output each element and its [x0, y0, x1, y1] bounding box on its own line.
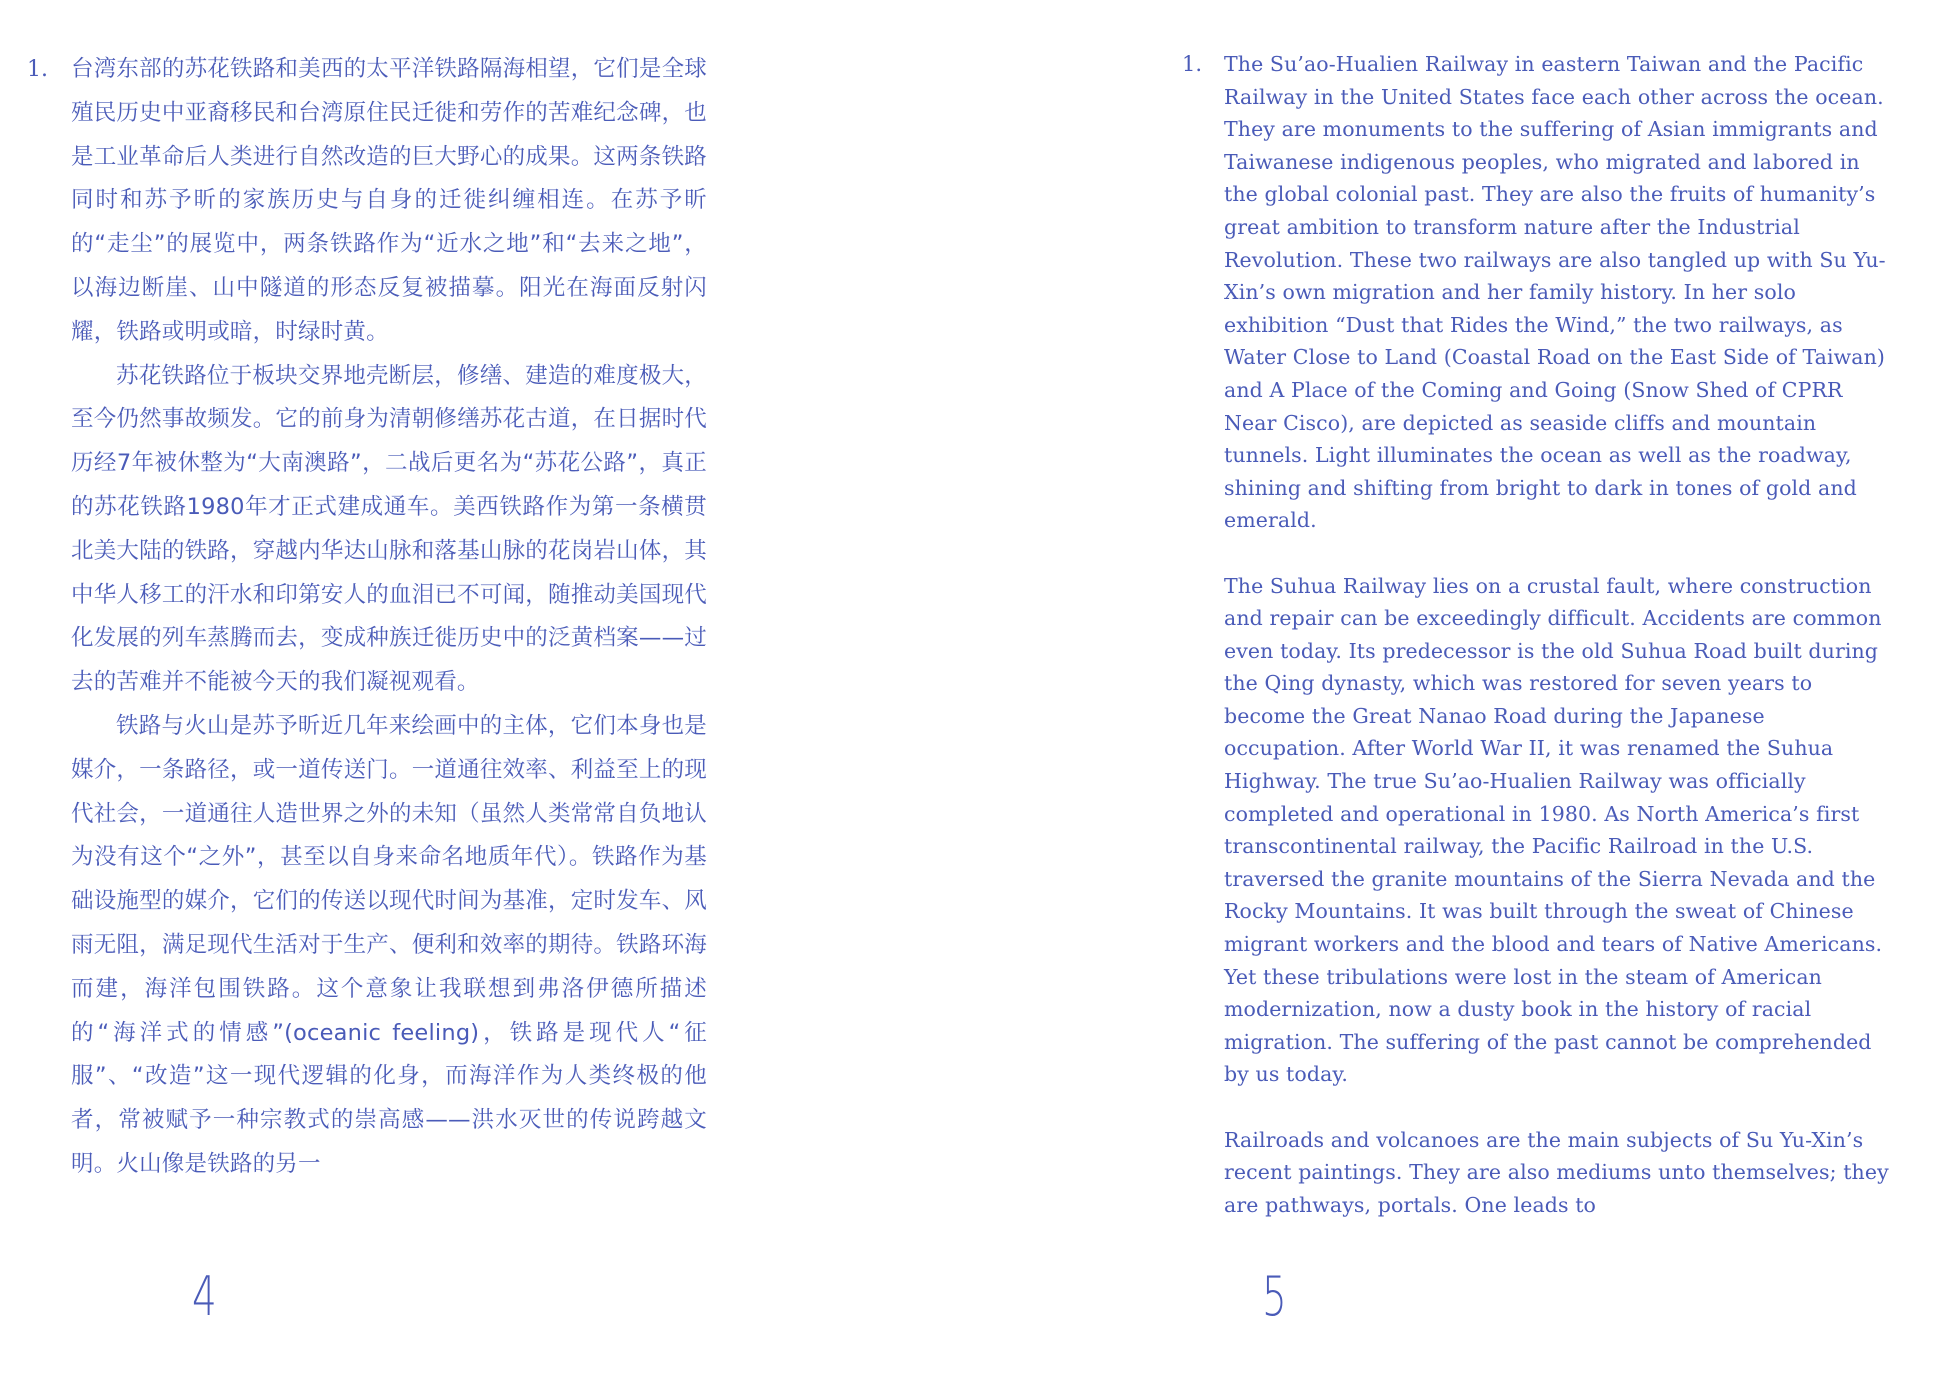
chinese-text-block — [27, 48, 707, 1187]
english-item-number: 1. — [1182, 52, 1203, 76]
chinese-item-number: 1. — [27, 57, 48, 82]
english-paragraph-3: Railroads and volcanoes are the main subjects of Su Yu-Xin’s recent paintings. They are also mediums unto themselves; they are pathways, portals. One leads to — [1224, 1127, 1889, 1217]
page-number-left: 4 — [192, 1265, 217, 1328]
english-paragraph-2: The Suhua Railway lies on a crustal fault, where construction and repair can be exceedingly difficult. Accidents are common even today. Its predecessor is the old Suhua Road built during the Qing dynasty, which was restored for seven years to become the Great Nanao Road during the Japanese occupation. After World War II, it was renamed the Suhua Highway. The true Su’ao-Hualien Railway was officially completed and operational in 1980. As North America’s first transcontinental railway, the Pacific Railroad in the U.S. traversed the granite mountains of the Sierra Nevada and the Rocky Mountains. It was built through the sweat of Chinese migrant workers and the blood and tears of Native Americans. Yet these tribulations were lost in the steam of American modernization, now a dusty book in the history of racial migration. The suffering of the past cannot be comprehended by us today. — [1224, 573, 1883, 1087]
page-number-right: 5 — [1262, 1265, 1287, 1328]
chinese-paragraph-3: 铁路与火山是苏予昕近几年来绘画中的主体，它们本身也是媒介，一条路径，或一道传送门。一道通往效率、利益至上的现代社会，一道通往人造世界之外的未知（虽然人类常常自负地认为没有这个“之外”，甚至以自身来命名地质年代）。铁路作为基础设施型的媒介，它们的传送以现代时间为基准，定时发车、风雨无阻，满足现代生活对于生产、便利和效率的期待。铁路环海而建，海洋包围铁路。这个意象让我联想到弗洛伊德所描述的“海洋式的情感”(oceanic feeling)，铁路是现代人“征服”、“改造”这一现代逻辑的化身，而海洋作为人类终极的他者，常被赋予一种宗教式的崇高感——洪水灭世的传说跨越文明。火山像是铁路的另一 — [71, 712, 707, 1177]
chinese-paragraph-2: 苏花铁路位于板块交界地壳断层，修缮、建造的难度极大，至今仍然事故频发。它的前身为清朝修缮苏花古道，在日据时代历经7年被休整为“大南澳路”，二战后更名为“苏花公路”，真正的苏花铁路1980年才正式建成通车。美西铁路作为第一条横贯北美大陆的铁路，穿越内华达山脉和落基山脉的花岗岩山体，其中华人移工的汗水和印第安人的血泪已不可闻，随推动美国现代化发展的列车蒸腾而去，变成种族迁徙历史中的泛黄档案——过去的苦难并不能被今天的我们凝视观看。 — [71, 362, 707, 696]
english-paragraph-1: The Su’ao-Hualien Railway in eastern Taiwan and the Pacific Railway in the United States face each other across the ocean. They are monuments to the suffering of Asian immigrants and Taiwanese indigenous peoples, who migrated and labored in the global colonial past. They are also the fruits of humanity’s great ambition to transform nature after the Industrial Revolution. These two railways are also tangled up with Su Yu-Xin’s own migration and her family history. In her solo exhibition “Dust that Rides the Wind,” the two railways, as Water Close to Land (Coastal Road on the East Side of Taiwan) and A Place of the Coming and Going (Snow Shed of CPRR Near Cisco), are depicted as seaside cliffs and mountain tunnels. Light illuminates the ocean as well as the roadway, shining and shifting from bright to dark in tones of gold and emerald. — [1224, 52, 1886, 533]
chinese-paragraph-1: 台湾东部的苏花铁路和美西的太平洋铁路隔海相望，它们是全球殖民历史中亚裔移民和台湾原住民迁徙和劳作的苦难纪念碑，也是工业革命后人类进行自然改造的巨大野心的成果。这两条铁路同时和苏予昕的家族历史与自身的迁徙纠缠相连。在苏予昕的“走尘”的展览中，两条铁路作为“近水之地”和“去来之地”，以海边断崖、山中隧道的形态反复被描摹。阳光在海面反射闪耀，铁路或明或暗，时绿时黄。 — [71, 56, 707, 345]
english-text-block — [1182, 48, 1889, 1254]
